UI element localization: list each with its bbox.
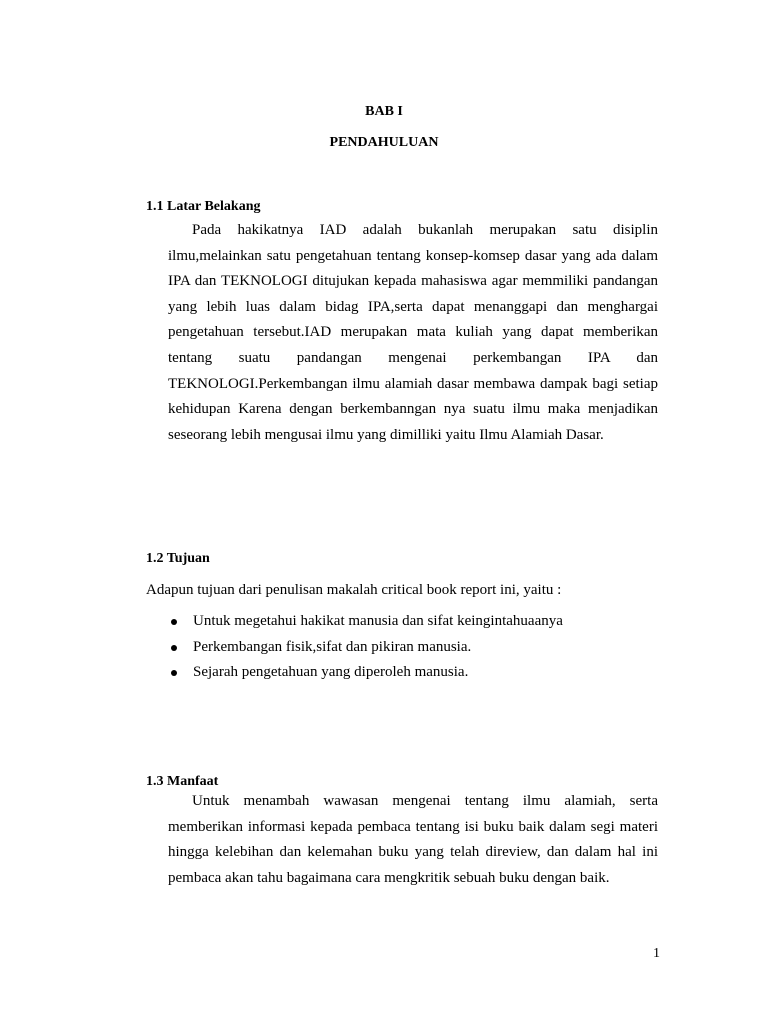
paragraph-manfaat [168,789,658,891]
page-number: 1 [653,946,660,961]
bullet-icon [171,670,177,676]
chapter-title: PENDAHULUAN [329,135,439,150]
section-heading-latar-belakang: 1.1 Latar Belakang [146,199,261,214]
paragraph-manfaat-text: Untuk menambah wawasan mengenai tentang ilmu alamiah, serta memberikan informasi kepada pembaca tentang isi buku baik dalam segi materi hingga kelebihan dan kelemahan buku yang telah direview, dan dalam hal ini pembaca akan tahu bagaimana cara mengkritik sebuah buku dengan baik. [168,793,658,886]
paragraph-latar-belakang [168,218,658,448]
tujuan-intro: Adapun tujuan dari penulisan makalah critical book report ini, yaitu : [146,582,562,598]
chapter-label: BAB I [365,104,403,119]
section-heading-tujuan: 1.2 Tujuan [146,551,210,566]
bullet-icon [171,619,177,625]
paragraph-latar-belakang-text: Pada hakikatnya IAD adalah bukanlah merupakan satu disiplin ilmu,melainkan satu pengetahuan tentang konsep-komsep dasar yang ada dalam IPA dan TEKNOLOGI ditujukan kepada mahasiswa agar memmiliki pandangan yang lebih luas dalam bidag IPA,serta dapat menanggapi dan menghargai pengetahuan tersebut.IAD merupakan mata kuliah yang dapat memberikan tentang suatu pandangan mengenai perkembangan IPA dan TEKNOLOGI.Perkembangan ilmu alamiah dasar membawa dampak bagi setiap kehidupan Karena dengan berkembanngan nya suatu ilmu maka menjadikan seseorang lebih mengusai ilmu yang dimilliki yaitu Ilmu Alamiah Dasar. [168,222,658,443]
document-page: BAB I PENDAHULUAN 1.1 Latar Belakang Pada hakikatnya IAD adalah bukanlah merupakan satu disiplin ilmu,melainkan satu pengetahuan tentang konsep-komsep dasar yang ada dalam IPA dan TEKNOLOGI ditujukan kepada mahasiswa agar memmiliki pandangan yang lebih luas dalam bidag IPA,serta dapat menanggapi dan menghargai pengetahuan tersebut.IAD merupakan mata kuliah yang dapat memberikan tentang suatu pandangan mengenai perkembangan IPA dan TEKNOLOGI.Perkembangan ilmu alamiah dasar membawa dampak bagi setiap kehidupan Karena dengan berkembanngan nya suatu ilmu maka menjadikan seseorang lebih mengusai ilmu yang dimilliki yaitu Ilmu Alamiah Dasar. 1.2 Tujuan Adapun tujuan dari penulisan makalah critical book report ini, yaitu : Untuk megetahui hakikat manusia dan sifat keingintahuaanya Perkembangan fisik,sifat dan pikiran manusia. Sejarah pengetahuan yang diperoleh manusia. 1.3 Manfaat Untuk menambah wawasan mengenai tentang ilmu alamiah, serta memberikan informasi kepada pembaca tentang isi buku baik dalam segi materi hingga kelebihan dan kelemahan buku yang telah direview, dan dalam hal ini pembaca akan tahu bagaimana cara mengkritik sebuah buku dengan baik. 1 [0,0,768,1024]
bullet-icon [171,645,177,651]
section-heading-manfaat: 1.3 Manfaat [146,774,219,789]
